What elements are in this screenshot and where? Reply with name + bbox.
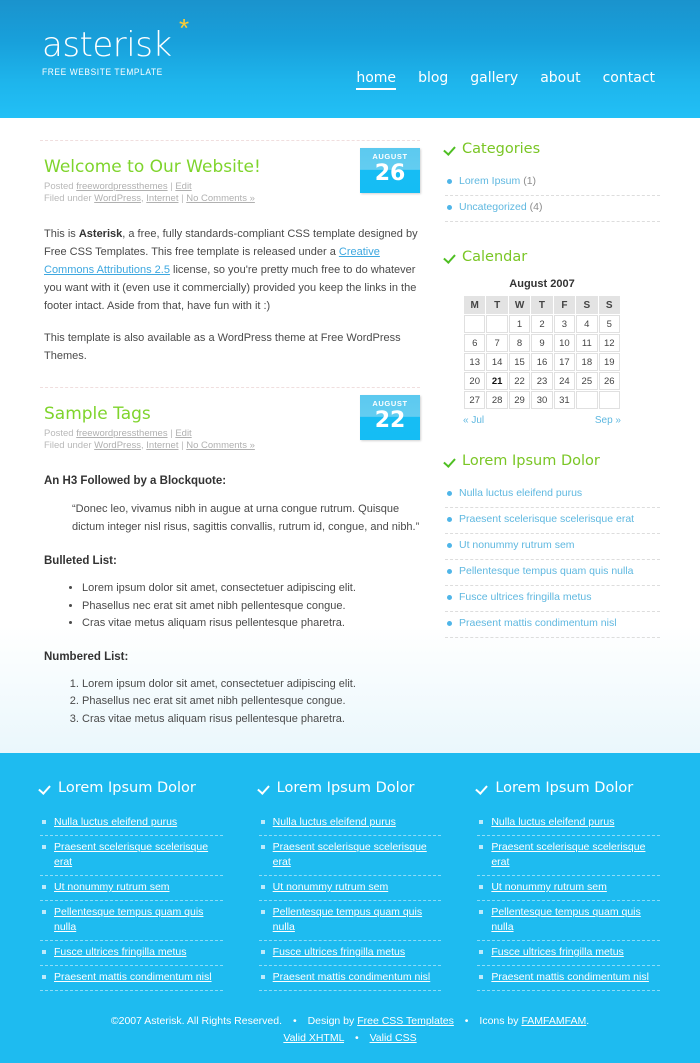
post-paragraph-2: This template is also available as a WordPress theme at Free WordPress Themes. [44,332,401,362]
calendar-day[interactable]: 21 [486,372,507,390]
separator-dot: • [354,1032,359,1044]
calendar-day[interactable]: 22 [509,372,530,390]
list-item [40,901,223,941]
list-item [477,901,660,941]
footer-heading-label: Lorem Ipsum Dolor [58,780,196,796]
list-item [40,876,223,901]
meta-divider: | [170,181,173,192]
category-count: (4) [529,201,543,213]
calendar-day[interactable]: 30 [531,391,552,409]
calendar-day[interactable]: 12 [599,334,620,352]
footer-link[interactable]: Praesent scelerisque scelerisque erat [491,841,646,868]
list-item [445,482,660,508]
icons-by-prefix: Icons by [479,1015,519,1027]
heading-blockquote: An H3 Followed by a Blockquote: [44,475,227,487]
calendar-day[interactable]: 7 [486,334,507,352]
sidebar-link[interactable]: Praesent mattis condimentum nisl [459,617,617,629]
sidebar-heading-calendar [445,248,660,266]
nav-item-home[interactable]: home [356,70,396,90]
sidebar-link[interactable]: Praesent scelerisque scelerisque erat [459,513,635,525]
footer-links-list [477,811,660,991]
page-body [0,118,700,753]
calendar-prev-month-link[interactable]: « Jul [463,415,485,426]
list-item [477,811,660,836]
posted-prefix: Posted [44,181,74,192]
weekday-header: S [599,296,620,314]
check-icon [445,456,457,467]
footer-link[interactable]: Praesent scelerisque scelerisque erat [54,841,209,868]
post-comments-link[interactable]: No Comments » [186,440,255,451]
post-author-link[interactable]: freewordpressthemes [76,181,168,192]
footer-link[interactable]: Praesent mattis condimentum nisl [54,971,212,983]
site-footer [0,753,700,1063]
calendar-day-empty [464,315,485,333]
calendar-next-month-link[interactable]: Sep » [594,415,621,426]
blockquote: “Donec leo, vivamus nibh in augue at urna congue rutrum. Quisque dictum integer nisl risus, sagittis convallis, rutrum id, congue, and nibh.” [72,503,420,533]
list-item [445,560,660,586]
icons-by-suffix: . [586,1015,590,1027]
list-item: • Cras vitae metus aliquam risus pellentesque pharetra. [82,615,420,632]
post-edit-link[interactable]: Edit [175,181,192,192]
nav-item-contact[interactable]: contact [602,70,655,86]
list-item [259,836,442,876]
meta-comma: , [140,193,144,204]
nav-item-about[interactable]: about [540,70,581,86]
filed-prefix: Filed under [44,440,92,451]
category-link[interactable]: Lorem Ipsum [459,175,521,187]
brand-name: Asterisk [78,228,123,240]
calendar-day[interactable]: 20 [464,372,485,390]
calendar-day[interactable]: 6 [464,334,485,352]
post-paragraph-1 [44,225,420,315]
date-badge [360,148,420,193]
valid-css-link[interactable]: Valid CSS [369,1032,417,1044]
date-badge-day: 26 [374,161,406,186]
check-icon [40,783,52,794]
list-item [259,941,442,966]
calendar-day[interactable]: 31 [554,391,575,409]
design-by-prefix: Design by [307,1015,355,1027]
calendar-day[interactable]: 13 [464,353,485,371]
list-item [445,612,660,638]
calendar-day[interactable]: 27 [464,391,485,409]
check-icon [445,252,457,263]
calendar-day[interactable]: 24 [554,372,575,390]
footer-link[interactable]: Nulla luctus eleifend purus [54,816,178,828]
main-content [40,118,420,749]
copyright-line-2 [40,1030,660,1047]
list-item [445,586,660,612]
footer-columns [40,779,660,991]
valid-xhtml-link[interactable]: Valid XHTML [283,1032,345,1044]
sidebar-link[interactable]: Ut nonummy rutrum sem [459,539,575,551]
calendar-day[interactable]: 4 [576,315,597,333]
list-item [259,876,442,901]
calendar-day[interactable]: 11 [576,334,597,352]
copyright-bar [40,991,660,1063]
footer-link[interactable]: Nulla luctus eleifend purus [272,816,396,828]
logo[interactable] [42,13,189,78]
calendar-day[interactable]: 23 [531,372,552,390]
sidebar-links-list [445,482,660,638]
post-category-link-internet[interactable]: Internet [146,193,179,204]
calendar-body [464,315,620,409]
footer-links-list [40,811,223,991]
sidebar-heading-label: Lorem Ipsum Dolor [462,453,600,469]
list-item [445,170,660,196]
calendar-navigation [463,415,621,426]
footer-link[interactable]: Fusce ultrices fringilla metus [491,946,624,958]
calendar-day[interactable]: 19 [599,353,620,371]
footer-links-list [259,811,442,991]
icons-credit-link[interactable]: FAMFAMFAM [521,1015,587,1027]
list-item [259,811,442,836]
post-sample-tags [40,387,420,727]
calendar-day-empty [576,391,597,409]
calendar-day[interactable]: 18 [576,353,597,371]
main-navigation [356,70,655,90]
calendar-day[interactable]: 16 [531,353,552,371]
site-header [0,0,700,118]
calendar-day[interactable]: 14 [486,353,507,371]
meta-comma: , [140,440,144,451]
heading-numbered-list: Numbered List: [44,650,129,663]
nav-item-blog[interactable]: blog [418,70,449,86]
separator-dot: • [292,1015,297,1027]
weekday-header: M [464,296,485,314]
post-title[interactable]: Welcome to Our Website! [44,157,261,177]
list-item [40,941,223,966]
copyright-line-1 [40,1013,660,1030]
footer-column-2 [259,779,442,991]
footer-link[interactable]: Ut nonummy rutrum sem [272,881,389,893]
check-icon [445,144,457,155]
post-title[interactable]: Sample Tags [44,404,151,424]
sidebar-heading-categories [445,140,660,158]
calendar-day[interactable]: 1 [509,315,530,333]
site-tagline: FREE WEBSITE TEMPLATE [42,67,163,78]
sidebar-heading-label: Categories [462,141,541,157]
calendar-day[interactable]: 17 [554,353,575,371]
post-meta-line-filed [44,193,420,205]
weekday-header: W [509,296,530,314]
footer-column-3 [477,779,660,991]
bulleted-list [44,580,420,632]
separator-dot: • [464,1015,469,1027]
calendar-table [463,278,621,410]
sidebar-link[interactable]: Pellentesque tempus quam quis nulla [459,565,634,577]
numbered-list [44,676,420,728]
sidebar-block-links [445,452,660,638]
post-category-link-wordpress[interactable]: WordPress [94,440,141,451]
calendar-day-empty [599,391,620,409]
check-icon [477,783,489,794]
meta-divider: | [181,193,184,204]
footer-column-1 [40,779,223,991]
calendar-day[interactable]: 3 [554,315,575,333]
calendar-week-row [464,372,620,390]
calendar-day[interactable]: 25 [576,372,597,390]
footer-heading [477,779,660,797]
footer-link[interactable]: Praesent mattis condimentum nisl [272,971,431,983]
sidebar-heading-label: Calendar [462,249,528,265]
footer-link[interactable]: Pellentesque tempus quam quis nulla [272,906,423,933]
post-meta-line-filed [44,440,420,452]
footer-heading-label: Lorem Ipsum Dolor [495,780,634,796]
date-badge-month: AUGUST [372,152,408,161]
post-body [44,472,420,727]
list-item [259,966,442,991]
post-comments-link[interactable]: No Comments » [186,193,255,204]
sidebar-block-calendar [445,248,660,426]
calendar-week-row [464,353,620,371]
footer-heading [40,779,223,797]
check-icon [259,783,271,794]
post-category-link-internet[interactable]: Internet [146,440,179,451]
logo-label: asterisk [42,25,172,65]
post-author-link[interactable]: freewordpressthemes [76,428,168,439]
date-badge [360,395,420,440]
footer-link[interactable]: Nulla luctus eleifend purus [491,816,615,828]
list-item: • Phasellus nec erat sit amet nibh pellentesque congue. [82,598,420,615]
sidebar-block-categories [445,140,660,222]
para-text-c: license, so you're pretty much free to do whatever you want with it (even use it commercially) provided you keep the links in the footer intact. Aside from that, have fun with it :) [44,264,417,312]
footer-link[interactable]: Pellentesque tempus quam quis nulla [491,906,641,933]
sidebar-heading-links [445,452,660,470]
para-text-a: This is [44,228,79,240]
calendar-week-row [464,391,620,409]
list-item: 3. Cras vitae metus aliquam risus pellentesque pharetra. [82,711,420,728]
calendar-weekday-row [464,296,620,314]
calendar-day[interactable]: 9 [531,334,552,352]
footer-link[interactable]: Praesent scelerisque scelerisque erat [272,841,427,868]
date-badge-month: AUGUST [372,399,408,408]
calendar-week-row [464,315,620,333]
footer-heading-label: Lorem Ipsum Dolor [276,780,415,796]
copyright-text: ©2007 Asterisk. All Rights Reserved. [110,1015,283,1027]
calendar-day[interactable]: 2 [531,315,552,333]
list-item [40,811,223,836]
calendar-day-empty [486,315,507,333]
category-link[interactable]: Uncategorized [459,201,527,213]
post-welcome [40,140,420,365]
design-credit-link[interactable]: Free CSS Templates [357,1015,454,1027]
calendar-day[interactable]: 29 [509,391,530,409]
meta-divider: | [181,440,184,451]
list-item [445,196,660,222]
calendar-caption: August 2007 [509,278,575,290]
list-item: 2. Phasellus nec erat sit amet nibh pellentesque congue. [82,693,420,710]
footer-heading [259,779,442,797]
filed-prefix: Filed under [44,193,92,204]
calendar-day[interactable]: 15 [509,353,530,371]
sidebar [420,118,660,749]
footer-link[interactable]: Praesent mattis condimentum nisl [491,971,649,983]
sidebar-link[interactable]: Fusce ultrices fringilla metus [459,591,592,603]
sidebar-link[interactable]: Nulla luctus eleifend purus [459,487,583,499]
calendar-day[interactable]: 10 [554,334,575,352]
list-item [259,901,442,941]
calendar-day[interactable]: 8 [509,334,530,352]
list-item [445,534,660,560]
footer-link[interactable]: Ut nonummy rutrum sem [54,881,170,893]
nav-item-gallery[interactable]: gallery [470,70,519,86]
list-item [40,836,223,876]
list-item: 1. Lorem ipsum dolor sit amet, consectetuer adipiscing elit. [82,676,420,693]
calendar-widget [463,278,660,426]
footer-link[interactable]: Fusce ultrices fringilla metus [272,946,406,958]
weekday-header: F [554,296,575,314]
license-link[interactable]: Creative Commons Attributions 2.5 [44,246,380,276]
category-count: (1) [523,175,537,187]
post-category-link-wordpress[interactable]: WordPress [94,193,141,204]
list-item [40,966,223,991]
asterisk-icon: * [179,13,189,43]
calendar-week-row [464,334,620,352]
footer-link[interactable]: Ut nonummy rutrum sem [491,881,607,893]
para-text-b: , a free, fully standards-compliant CSS template designed by Free CSS Templates. This free template is released under a [44,228,418,258]
list-item [477,836,660,876]
logo-wordmark [42,13,189,65]
posted-prefix: Posted [44,428,74,439]
categories-list [445,170,660,222]
weekday-header: T [486,296,507,314]
list-item [477,966,660,991]
list-item: • Lorem ipsum dolor sit amet, consectetuer adipiscing elit. [82,580,420,597]
calendar-day[interactable]: 5 [599,315,620,333]
calendar-day[interactable]: 26 [599,372,620,390]
date-badge-day: 22 [374,408,406,433]
post-edit-link[interactable]: Edit [175,428,192,439]
list-item [445,508,660,534]
heading-bulleted-list: Bulleted List: [44,555,117,567]
footer-link[interactable]: Fusce ultrices fringilla metus [54,946,187,958]
calendar-day[interactable]: 28 [486,391,507,409]
weekday-header: T [531,296,552,314]
meta-divider: | [170,428,173,439]
list-item [477,876,660,901]
footer-link[interactable]: Pellentesque tempus quam quis nulla [54,906,204,933]
list-item [477,941,660,966]
weekday-header: S [576,296,597,314]
post-body [44,225,420,365]
